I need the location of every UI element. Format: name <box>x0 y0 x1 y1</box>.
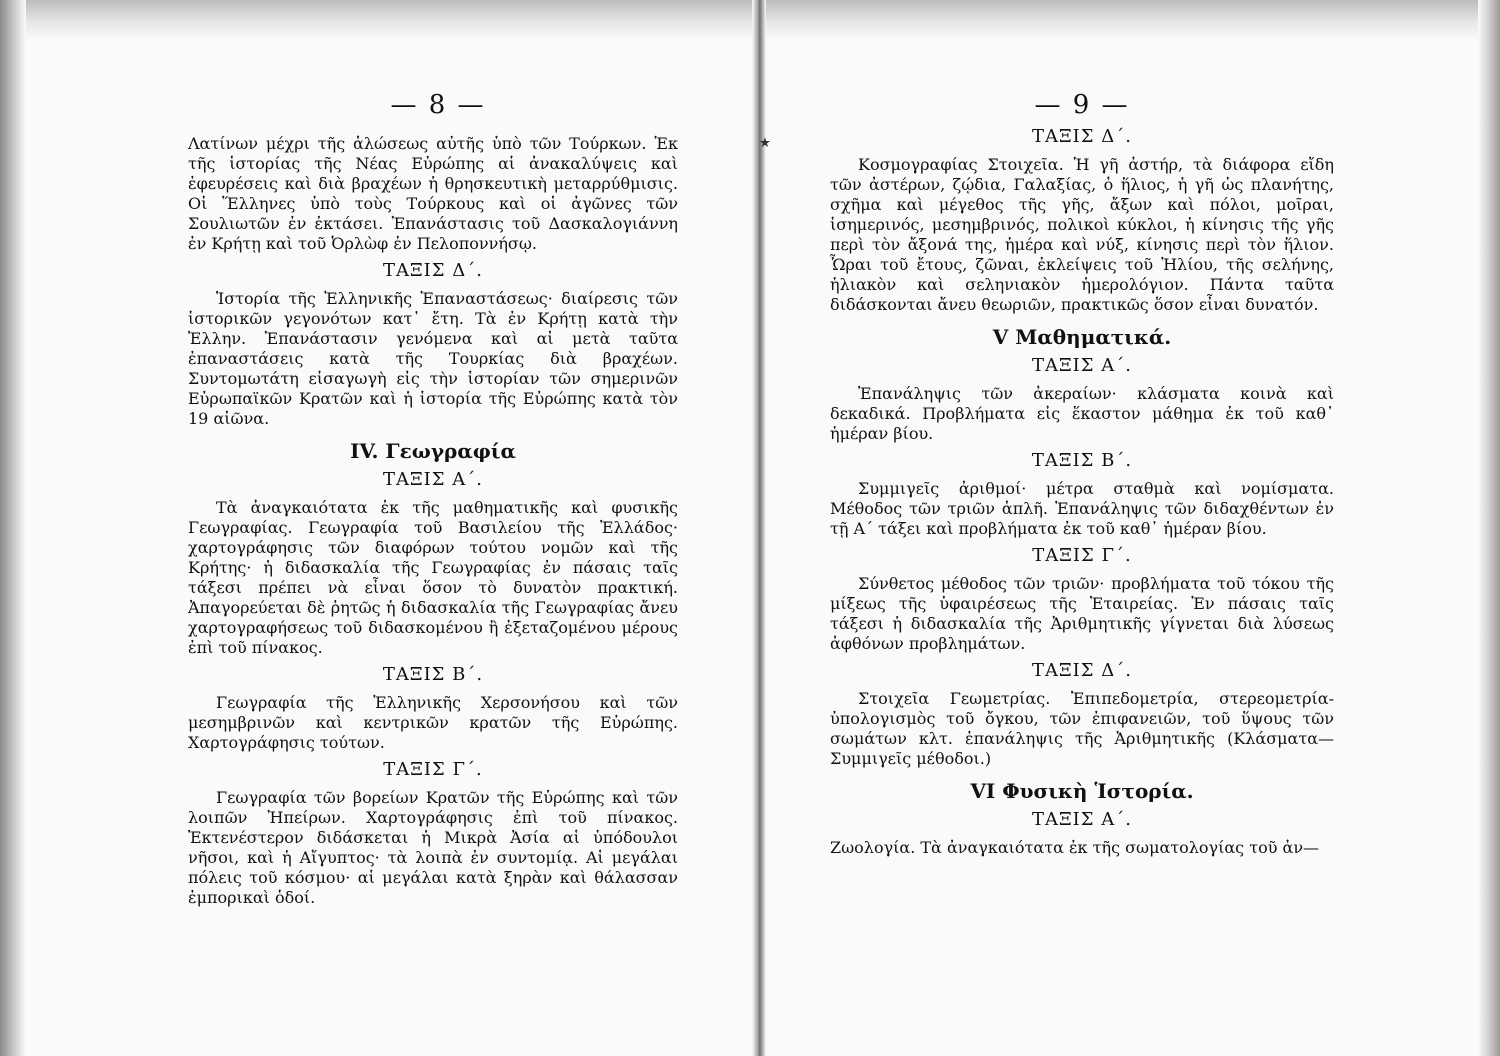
page-number: — 8 — <box>390 90 486 120</box>
page-number: — 9 — <box>1034 90 1130 120</box>
intro-paragraph: Λατίνων μέχρι τῆς ἁλώσεως αὐτῆς ὑπὸ τῶν Τούρκων. Ἐκ τῆς ἱστορίας τῆς Νέας Εὐρώπης αἱ ἀνακαλύψεις καὶ ἐφευρέσεις καὶ διὰ βραχέων ἡ θρησκευτικὴ μεταρρύθμισις. Οἱ Ἕλληνες ὑπὸ τοὺς Τούρκους καὶ οἱ ἀγῶνες τῶν Σουλιωτῶν ἐν ἐκτάσει. Ἐπανάστασις τοῦ Δασκαλογιάννη ἐν Κρήτῃ καὶ τοῦ Ὀρλὼφ ἐν Πελοποννήσῳ. <box>188 134 678 253</box>
class-d-heading: ΤΑΞΙΣ Δ΄. <box>383 260 483 281</box>
class-d-paragraph: Ἱστορία τῆς Ἑλληνικῆς Ἐπαναστάσεως· διαίρεσις τῶν ἱστορικῶν γεγονότων κατ᾽ ἔτη. Τὰ ἐν Κρήτῃ κατὰ τὴν Ἑλλην. Ἐπανάστασιν γενόμενα καὶ αἱ μετὰ ταῦτα ἐπαναστάσεις κατὰ τῆς Τουρκίας διὰ βραχέων. Συντομωτάτη εἰσαγωγὴ εἰς τὴν ἱστορίαν τῶν σημερινῶν Εὐρωπαϊκῶν Κρατῶν καὶ ἡ ἱστορία τῆς Εὐρώπης κατὰ τὸν 19 αἰῶνα. <box>188 289 678 428</box>
class-d-paragraph: Κοσμογραφίας Στοιχεῖα. Ἡ γῆ ἀστήρ, τὰ διάφορα εἴδη τῶν ἀστέρων, ζῴδια, Γαλαξίας, ὁ ἥλιος, ἡ γῆ ὡς πλανήτης, σχῆμα καὶ μέγεθος τῆς γῆς, ἄξων καὶ πόλοι, μοῖραι, ἰσημερινός, μεσημβρινός, πολικοὶ κύκλοι, ἡ κίνησις τῆς γῆς περὶ τὸν ἄξονά της, ἡμέρα καὶ νύξ, κίνησις περὶ τὸν ἥλιον. Ὧραι τοῦ ἔτους, ζῶναι, ἐκλείψεις τοῦ Ἡλίου, τῆς σελήνης, ἡλιακὸν καὶ σεληνιακὸν ἡμερολόγιον. Πάντα ταῦτα διδάσκονται ἄνευ θεωριῶν, πρακτικῶς ὅσον εἶναι δυνατόν. <box>830 155 1334 314</box>
book-gutter <box>752 0 766 1056</box>
class-a-paragraph: Τὰ ἀναγκαιότατα ἐκ τῆς μαθηματικῆς καὶ φυσικῆς Γεωγραφίας. Γεωγραφία τοῦ Βασιλείου τῆς Ἑλλάδος· χαρτογράφησις τῶν διαφόρων τούτου νομῶν καὶ τῆς Κρήτης· ἡ διδασκαλία τῆς Γεωγραφίας ἐν πάσαις ταῖς τάξεσι πρέπει νὰ εἶναι ὅσον τὸ δυνατὸν πρακτική. Ἀπαγορεύεται δὲ ῥητῶς ἡ διδασκαλία τῆς Γεωγραφίας ἄνευ χαρτογραφήσεως τοῦ διδασκομένου ἢ ἐξεταζομένου μέρους ἐπὶ τοῦ πίνακος. <box>188 498 678 657</box>
scan-left-edge <box>0 0 26 1056</box>
scan-right-edge <box>1478 0 1500 1056</box>
class-c-paragraph: Σύνθετος μέθοδος τῶν τριῶν· προβλήματα τοῦ τόκου τῆς μίξεως τῆς ὑφαιρέσεως τῆς Ἑταιρείας. Ἐν πάσαις ταῖς τάξεσι ἡ διδασκαλία τῆς Ἀριθμητικῆς γίγνεται διὰ λύσεως ἀφθόνων προβλημάτων. <box>830 574 1334 653</box>
class-c-heading: ΤΑΞΙΣ Γ΄. <box>1032 545 1132 566</box>
section-v-heading: V Μαθηματικά. <box>992 325 1172 349</box>
class-a-heading: ΤΑΞΙΣ Α΄. <box>1032 355 1132 376</box>
section-vi-heading: VI Φυσικὴ Ἱστορία. <box>970 779 1194 803</box>
class-a-heading: ΤΑΞΙΣ Α΄. <box>383 469 483 490</box>
class-b-paragraph: Γεωγραφία τῆς Ἑλληνικῆς Χερσονήσου καὶ τῶν μεσημβρινῶν καὶ κεντρικῶν κρατῶν τῆς Εὐρώπης. Χαρτογράφησις τούτων. <box>188 693 678 752</box>
class-b-heading: ΤΑΞΙΣ Β΄. <box>1031 450 1133 471</box>
class-b-paragraph: Συμμιγεῖς ἀριθμοί· μέτρα σταθμὰ καὶ νομίσματα. Μέθοδος τῶν τριῶν ἁπλῆ. Ἐπανάληψις τῶν διδαχθέντων ἐν τῇ Α΄ τάξει καὶ προβλήματα ἐκ τοῦ καθ᾽ ἡμέραν βίου. <box>830 479 1334 538</box>
class-d-heading: ΤΑΞΙΣ Δ΄. <box>1032 126 1132 147</box>
class-d2-heading: ΤΑΞΙΣ Δ΄. <box>1032 660 1132 681</box>
class-a2-paragraph: Ζωολογία. Τὰ ἀναγκαιότατα ἐκ τῆς σωματολογίας τοῦ ἀν— <box>830 838 1320 857</box>
class-d2-paragraph: Στοιχεῖα Γεωμετρίας. Ἐπιπεδομετρία, στερεομετρία-ὑπολογισμὸς τοῦ ὄγκου, τῶν ἐπιφανειῶν, τοῦ ὕψους τῶν σωμάτων κλτ. ἐπανάληψις τῆς Ἀριθμητικῆς (Κλάσματα— Συμμιγεῖς μέθοδοι.) <box>830 689 1334 768</box>
class-c-heading: ΤΑΞΙΣ Γ΄. <box>383 759 483 780</box>
class-a2-heading: ΤΑΞΙΣ Α΄. <box>1032 809 1132 830</box>
class-c-paragraph: Γεωγραφία τῶν βορείων Κρατῶν τῆς Εὐρώπης καὶ τῶν λοιπῶν Ἠπείρων. Χαρτογράφησις ἐπὶ τοῦ πίνακος. Ἐκτενέστερον διδάσκεται ἡ Μικρὰ Ἀσία αἱ ὑπόδουλοι νῆσοι, καὶ ἡ Αἴγυπτος· τὰ λοιπὰ ἐν συντομίᾳ. Αἱ μεγάλαι πόλεις τοῦ κόσμου· αἱ μεγάλαι κατὰ ξηρὰν καὶ θάλασσαν ἐμπορικαὶ ὁδοί. <box>188 788 678 907</box>
scan-speck: ٭ <box>760 132 770 153</box>
left-page <box>188 90 678 908</box>
class-a-paragraph: Ἐπανάληψις τῶν ἀκεραίων· κλάσματα κοινὰ καὶ δεκαδικά. Προβλήματα εἰς ἕκαστον μάθημα ἐκ τοῦ καθ᾽ ἡμέραν βίου. <box>830 384 1334 443</box>
scan-top-edge <box>0 0 1500 40</box>
section-iv-heading: IV. Γεωγραφία <box>350 439 516 463</box>
class-b-heading: ΤΑΞΙΣ Β΄. <box>382 664 484 685</box>
right-page <box>830 90 1334 858</box>
